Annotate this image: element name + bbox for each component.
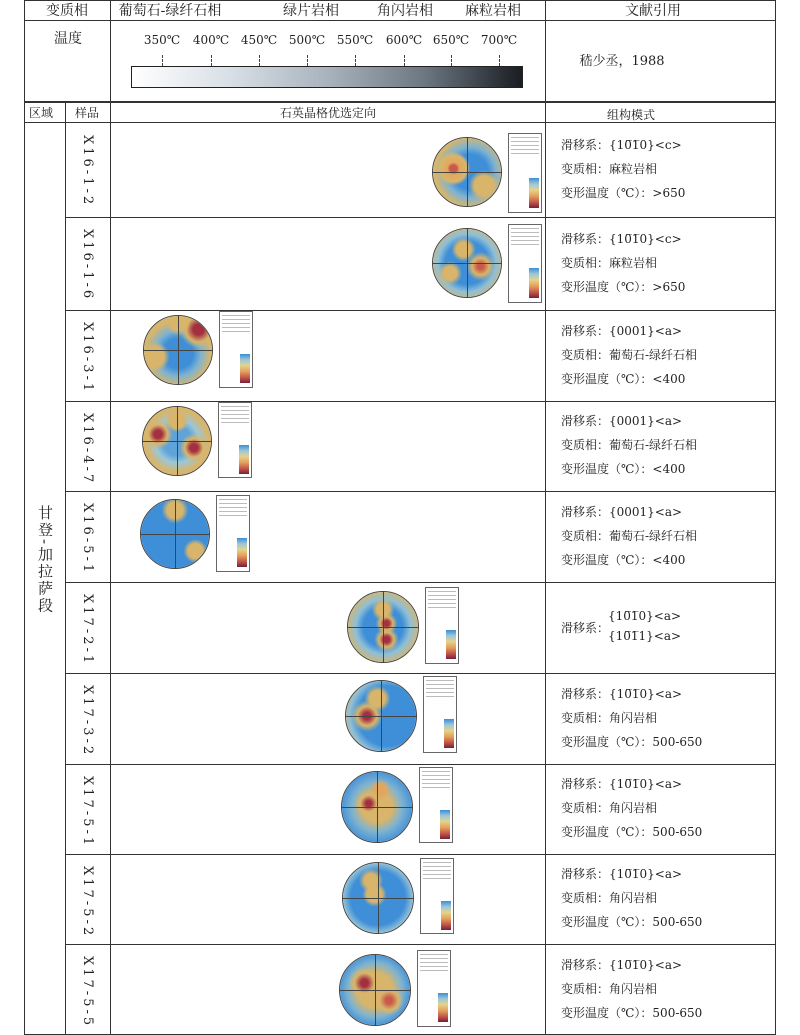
pole-figure-legend xyxy=(218,402,252,478)
temp-tick-label: 700℃ xyxy=(480,33,518,47)
row-divider xyxy=(65,217,776,218)
sample-id: X16-1-2 xyxy=(80,135,95,208)
slip-system: 滑移系：{10̅1̅0}<a> xyxy=(561,777,683,791)
metamorphic-facies: 变质相：角闪岩相 xyxy=(561,891,658,905)
metamorphic-facies: 变质相：麻粒岩相 xyxy=(561,256,658,270)
temp-tick xyxy=(307,55,308,66)
deformation-temperature: 变形温度（℃）：500-650 xyxy=(561,915,703,929)
divider xyxy=(65,103,66,1035)
pole-figure-legend xyxy=(425,587,459,664)
temp-tick xyxy=(259,55,260,66)
sample-id: X16-4-7 xyxy=(80,413,95,486)
temperature-label: 温度 xyxy=(54,31,82,47)
reference-text: 嵇少丞，1988 xyxy=(579,54,665,69)
slip-system-value: {10̅1̅0}<a> xyxy=(608,609,682,623)
deformation-temperature: 变形温度（℃）：>650 xyxy=(561,186,686,200)
deformation-temperature: 变形温度（℃）：500-650 xyxy=(561,825,703,839)
slip-system: 滑移系：{0001}<a> xyxy=(561,414,683,428)
sample-id: X17-2-1 xyxy=(80,594,95,667)
metamorphic-facies: 变质相：葡萄石-绿纤石相 xyxy=(561,529,698,543)
region-name: 甘登-加拉萨段 xyxy=(36,505,54,615)
temp-tick xyxy=(404,55,405,66)
header-reference-label: 文献引用 xyxy=(625,3,681,19)
pole-figure xyxy=(432,228,502,298)
sample-id: X17-5-1 xyxy=(80,776,95,849)
slip-system: 滑移系：{10̅1̅0}<c> xyxy=(561,232,682,246)
pole-figure xyxy=(339,954,411,1026)
facies-label: 葡萄石-绿纤石相 xyxy=(118,3,222,19)
divider xyxy=(24,101,776,103)
pole-figure xyxy=(341,771,413,843)
sample-id: X16-5-1 xyxy=(80,503,95,576)
slip-system: 滑移系：{10̅1̅0}<a> xyxy=(561,867,683,881)
temp-tick xyxy=(451,55,452,66)
facies-label: 绿片岩相 xyxy=(283,3,339,19)
sample-id: X17-5-5 xyxy=(80,956,95,1029)
deformation-temperature: 变形温度（℃）：<400 xyxy=(561,553,686,567)
slip-system: 滑移系：{10̅1̅0}<a> xyxy=(561,958,683,972)
temp-tick-label: 650℃ xyxy=(432,33,470,47)
metamorphic-facies: 变质相：麻粒岩相 xyxy=(561,162,658,176)
col-sample: 样品 xyxy=(74,106,100,120)
row-divider xyxy=(65,310,776,311)
row-divider xyxy=(65,673,776,674)
row-divider xyxy=(65,944,776,945)
col-pattern: 组构模式 xyxy=(606,108,656,122)
metamorphic-facies: 变质相：角闪岩相 xyxy=(561,982,658,996)
pole-figure-legend xyxy=(508,133,542,213)
divider xyxy=(110,103,111,1035)
pole-figure-legend xyxy=(423,676,457,753)
temp-tick-label: 450℃ xyxy=(240,33,278,47)
pole-figure xyxy=(142,406,212,476)
pole-figure-legend xyxy=(219,311,253,388)
pole-figure xyxy=(342,862,414,934)
row-divider xyxy=(65,764,776,765)
row-divider xyxy=(65,582,776,583)
row-divider xyxy=(65,401,776,402)
row-divider xyxy=(65,854,776,855)
metamorphic-facies: 变质相：葡萄石-绿纤石相 xyxy=(561,438,698,452)
pole-figure xyxy=(345,680,417,752)
temp-tick-label: 400℃ xyxy=(192,33,230,47)
metamorphic-facies: 变质相：葡萄石-绿纤石相 xyxy=(561,348,698,362)
col-region: 区域 xyxy=(28,106,54,120)
pole-figure-legend xyxy=(419,767,453,843)
sample-id: X16-1-6 xyxy=(80,229,95,302)
pole-figure-legend xyxy=(420,858,454,934)
temperature-gradient-bar xyxy=(131,66,523,88)
metamorphic-facies: 变质相：角闪岩相 xyxy=(561,711,658,725)
temp-tick xyxy=(211,55,212,66)
sample-id: X16-3-1 xyxy=(80,322,95,395)
slip-system: 滑移系：{0001}<a> xyxy=(561,505,683,519)
pole-figure xyxy=(143,315,213,385)
deformation-temperature: 变形温度（℃）：500-650 xyxy=(561,1006,703,1020)
pole-figure-legend xyxy=(216,495,250,572)
deformation-temperature: 变形温度（℃）：<400 xyxy=(561,372,686,386)
pole-figure-legend xyxy=(508,224,542,303)
slip-system: 滑移系： xyxy=(561,621,610,635)
divider xyxy=(110,0,111,101)
deformation-temperature: 变形温度（℃）：>650 xyxy=(561,280,686,294)
col-fabric: 石英晶格优选定向 xyxy=(279,106,377,120)
temp-tick xyxy=(162,55,163,66)
temp-tick-label: 600℃ xyxy=(385,33,423,47)
slip-system: 滑移系：{10̅1̅0}<a> xyxy=(561,687,683,701)
temp-tick-label: 500℃ xyxy=(288,33,326,47)
slip-system: 滑移系：{10̅1̅0}<c> xyxy=(561,138,682,152)
slip-system: 滑移系：{0001}<a> xyxy=(561,324,683,338)
temp-tick xyxy=(499,55,500,66)
temp-tick-label: 550℃ xyxy=(336,33,374,47)
divider xyxy=(24,122,776,123)
deformation-temperature: 变形温度（℃）：500-650 xyxy=(561,735,703,749)
divider xyxy=(24,20,776,21)
row-divider xyxy=(65,491,776,492)
sample-id: X17-3-2 xyxy=(80,685,95,758)
header-metamorphic-label: 变质相 xyxy=(46,3,88,19)
slip-system-value: {10̅1̅1}<a> xyxy=(608,629,682,643)
temp-tick xyxy=(355,55,356,66)
temp-tick-label: 350℃ xyxy=(143,33,181,47)
facies-label: 麻粒岩相 xyxy=(465,3,521,19)
facies-label: 角闪岩相 xyxy=(377,3,433,19)
pole-figure xyxy=(347,591,419,663)
pole-figure-legend xyxy=(417,950,451,1027)
metamorphic-facies: 变质相：角闪岩相 xyxy=(561,801,658,815)
pole-figure xyxy=(140,499,210,569)
deformation-temperature: 变形温度（℃）：<400 xyxy=(561,462,686,476)
divider xyxy=(545,0,546,1035)
pole-figure xyxy=(432,137,502,207)
sample-id: X17-5-2 xyxy=(80,866,95,939)
